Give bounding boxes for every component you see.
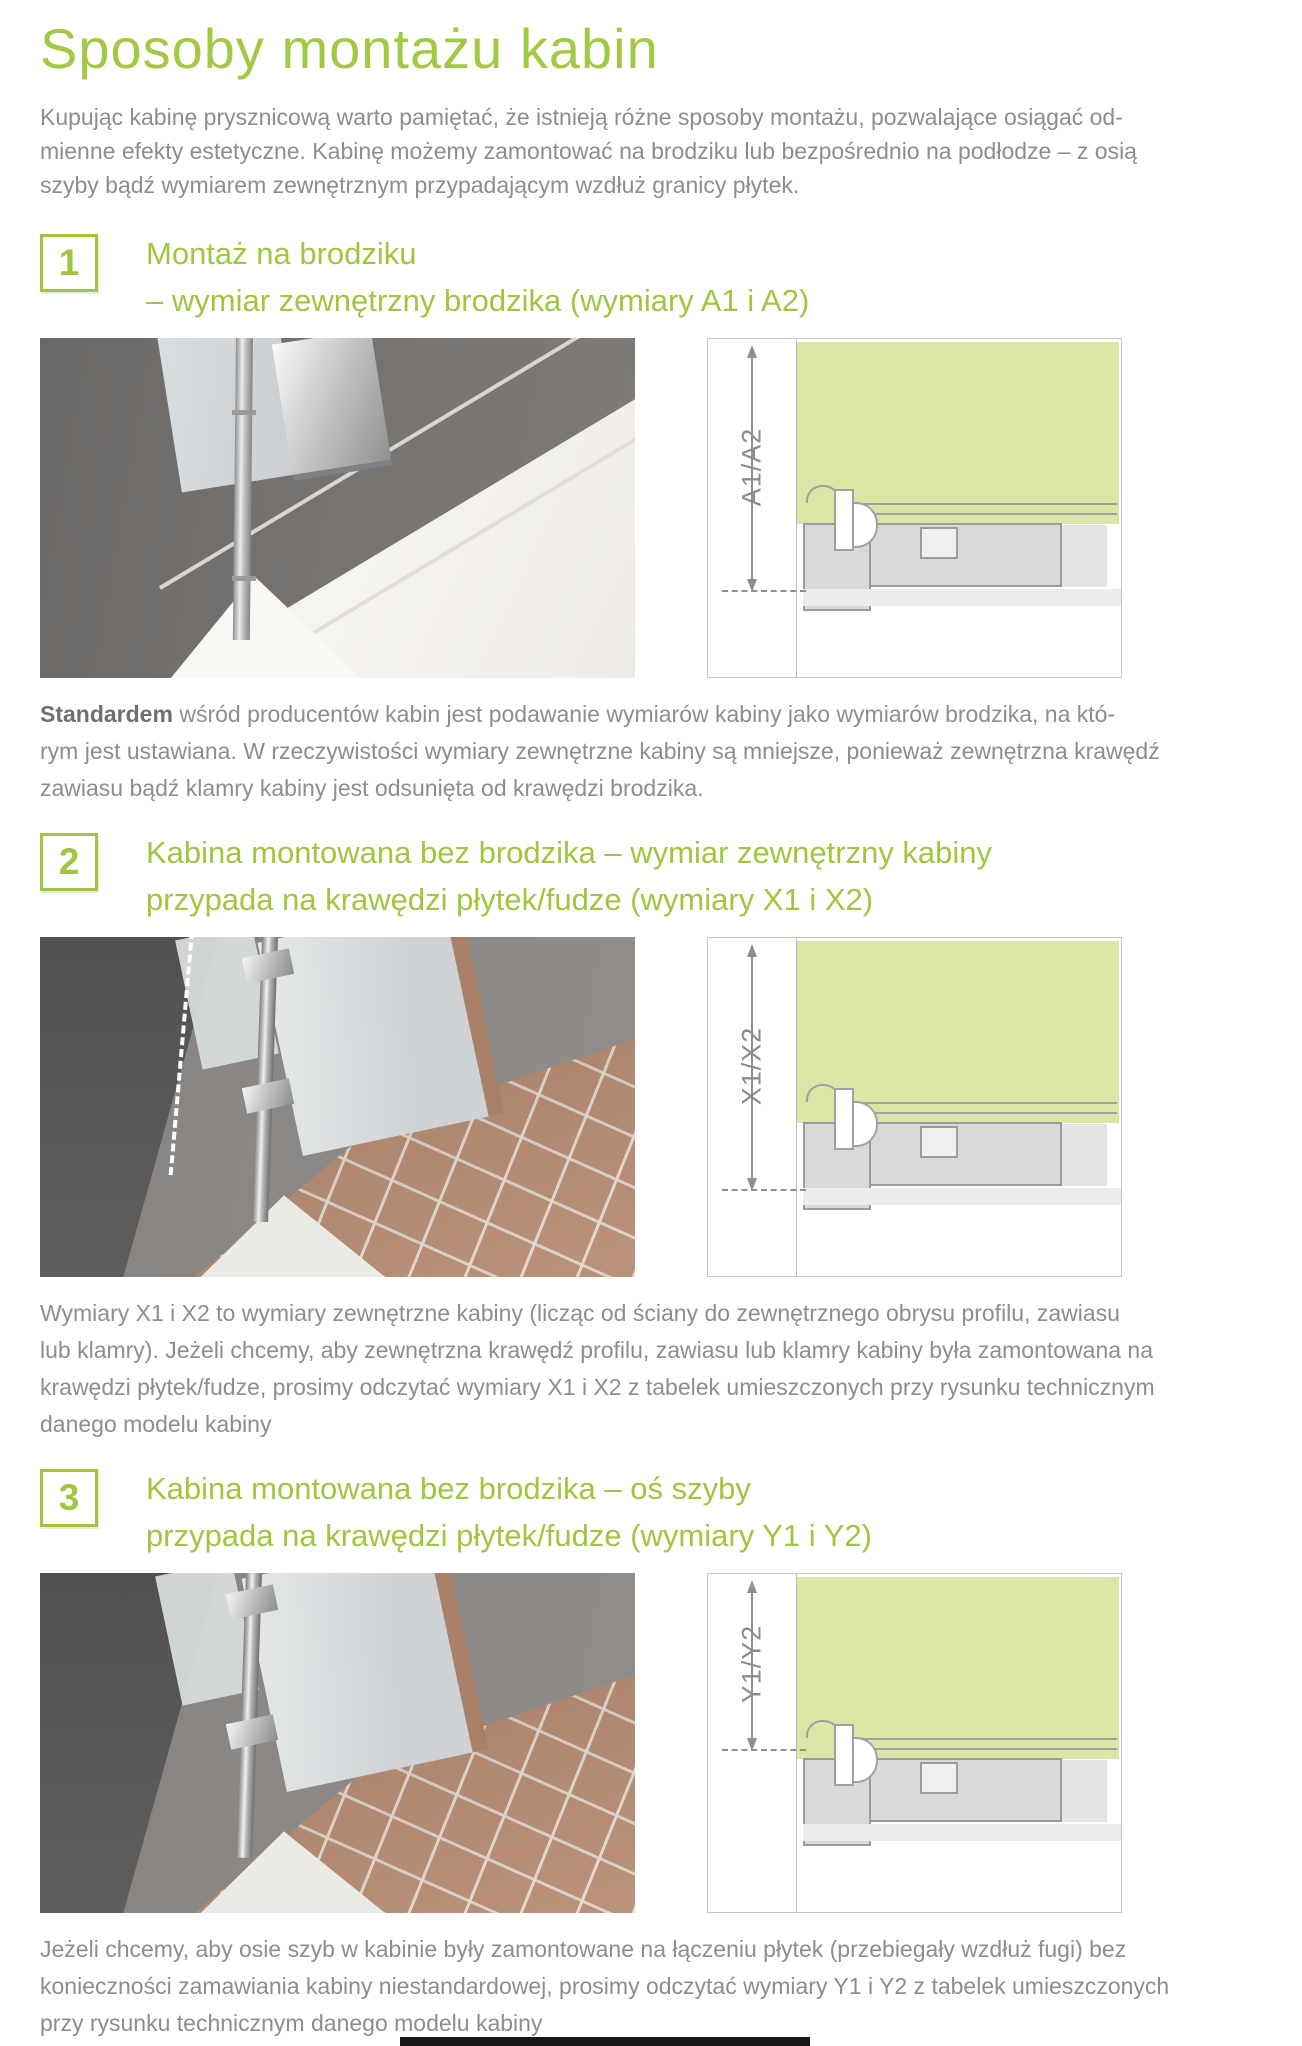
page-title: Sposoby montażu kabin: [40, 17, 659, 80]
section-header: [40, 230, 1262, 324]
hinge-profile-channel: [834, 1088, 854, 1150]
section-header: [40, 1465, 1262, 1559]
section-heading-line: Montaż na brodziku: [146, 236, 417, 271]
dimension-arrow-up: [747, 1580, 757, 1593]
section-bez-brodzika-x: [40, 829, 1262, 1443]
photo-hinge-on-tray: [40, 338, 635, 678]
section-number: 1: [58, 242, 80, 283]
section-heading: [146, 829, 992, 923]
glass-edge-line: [858, 1102, 1117, 1114]
note-line: Wymiary X1 i X2 to wymiary zewnętrzne kabiny (licząc od ściany do zewnętrznego obrysu profilu, zawiasu: [40, 1300, 1120, 1326]
dimension-arrow-up: [747, 345, 757, 358]
diagram-y1y2: [707, 1573, 1122, 1913]
hinge-knuckle: [232, 410, 256, 415]
section-heading-line: przypada na krawędzi płytek/fudze (wymiary X1 i X2): [146, 882, 874, 917]
photo-hinge-on-tiles-axis: [40, 937, 635, 1277]
section-heading-line: – wymiar zewnętrzny brodzika (wymiary A1 i A2): [146, 283, 810, 318]
section-heading: [146, 1465, 872, 1559]
section-note: [40, 1931, 1262, 2042]
chrome-hinge-plate: [272, 338, 392, 481]
section-bez-brodzika-y: [40, 1465, 1262, 2042]
section-heading: [146, 230, 809, 324]
diagram-separator-line: [796, 339, 797, 677]
dimension-label: X1/X2: [736, 1026, 767, 1106]
intro-line: Kupując kabinę prysznicową warto pamiętać, że istnieją różne sposoby montażu, pozwalające osiągać od-: [40, 104, 1123, 130]
note-line: konieczności zamawiania kabiny niestandardowej, prosimy odczytać wymiary Y1 i Y2 z tabelek umieszczonych: [40, 1973, 1170, 1999]
intro-line: szyby bądź wymiarem zewnętrznym przypadającym wzdłuż granicy płytek.: [40, 172, 800, 198]
section-media-row: [40, 1573, 1262, 1913]
section-number: 2: [58, 841, 80, 882]
note-line: Jeżeli chcemy, aby osie szyb w kabinie były zamontowane na łączeniu płytek (przebiegały wzdłuż fugi) bez: [40, 1936, 1127, 1962]
dimension-dashed-extension: [722, 1189, 806, 1191]
note-line: rym jest ustawiana. W rzeczywistości wymiary zewnętrzne kabiny są mniejsze, ponieważ zewnętrzna krawędź: [40, 738, 1160, 764]
dimension-arrow-up: [747, 944, 757, 957]
note-line: przy rysunku technicznym danego modelu kabiny: [40, 2010, 543, 2036]
hinge-profile-channel: [834, 1724, 854, 1786]
note-line: Standardem wśród producentów kabin jest podawanie wymiarów kabiny jako wymiarów brodzika, na któ-: [40, 701, 1116, 727]
note-line: lub klamry). Jeżeli chcemy, aby zewnętrzna krawędź profilu, zawiasu lub klamry kabiny była zamontowana na: [40, 1337, 1153, 1363]
diagram-a1a2: [707, 338, 1122, 678]
section-header: [40, 829, 1262, 923]
hinge-profile-channel: [834, 489, 854, 551]
diagram-x1x2: [707, 937, 1122, 1277]
footer-bar: [400, 2037, 810, 2046]
section-note: [40, 1295, 1262, 1443]
note-lead-bold: Standardem: [40, 701, 173, 727]
intro-paragraph: [40, 100, 1262, 202]
chrome-hinge-post: [233, 338, 253, 640]
hinge-knuckle: [232, 576, 256, 581]
dimension-label: Y1/Y2: [736, 1624, 767, 1704]
note-line: zawiasu bądź klamry kabiny jest odsunięta od krawędzi brodzika.: [40, 775, 704, 801]
section-montaz-na-brodziku: [40, 230, 1262, 807]
dimension-dashed-extension: [722, 1749, 806, 1751]
note-line: krawędzi płytek/fudze, prosimy odczytać wymiary X1 i X2 z tabelek umieszczonych przy rysunku technicznym: [40, 1374, 1155, 1400]
tray-notch: [920, 1126, 958, 1158]
tray-notch: [920, 1762, 958, 1794]
note-line: danego modelu kabiny: [40, 1411, 272, 1437]
diagram-separator-line: [796, 938, 797, 1276]
photo-hinge-on-tiles: [40, 1573, 635, 1913]
section-media-row: [40, 937, 1262, 1277]
diagram-separator-line: [796, 1574, 797, 1912]
glass-edge-line: [858, 1738, 1117, 1750]
dimension-label: A1/A2: [736, 427, 767, 507]
section-note: [40, 696, 1262, 807]
section-number-badge: [40, 833, 98, 891]
section-heading-line: Kabina montowana bez brodzika – oś szyby: [146, 1471, 751, 1506]
section-number: 3: [58, 1477, 80, 1518]
tray-notch: [920, 527, 958, 559]
section-heading-line: Kabina montowana bez brodzika – wymiar zewnętrzny kabiny: [146, 835, 993, 870]
section-heading-line: przypada na krawędzi płytek/fudze (wymiary Y1 i Y2): [146, 1518, 872, 1553]
dimension-dashed-extension: [722, 590, 806, 592]
floor-strip: [803, 589, 1121, 606]
glass-edge-line: [858, 503, 1117, 515]
intro-line: mienne efekty estetyczne. Kabinę możemy zamontować na brodziku lub bezpośrednio na podłodze – z osią: [40, 138, 1137, 164]
floor-strip: [803, 1824, 1121, 1841]
section-number-badge: [40, 234, 98, 292]
floor-strip: [803, 1188, 1121, 1205]
section-media-row: [40, 338, 1262, 678]
section-number-badge: [40, 1469, 98, 1527]
